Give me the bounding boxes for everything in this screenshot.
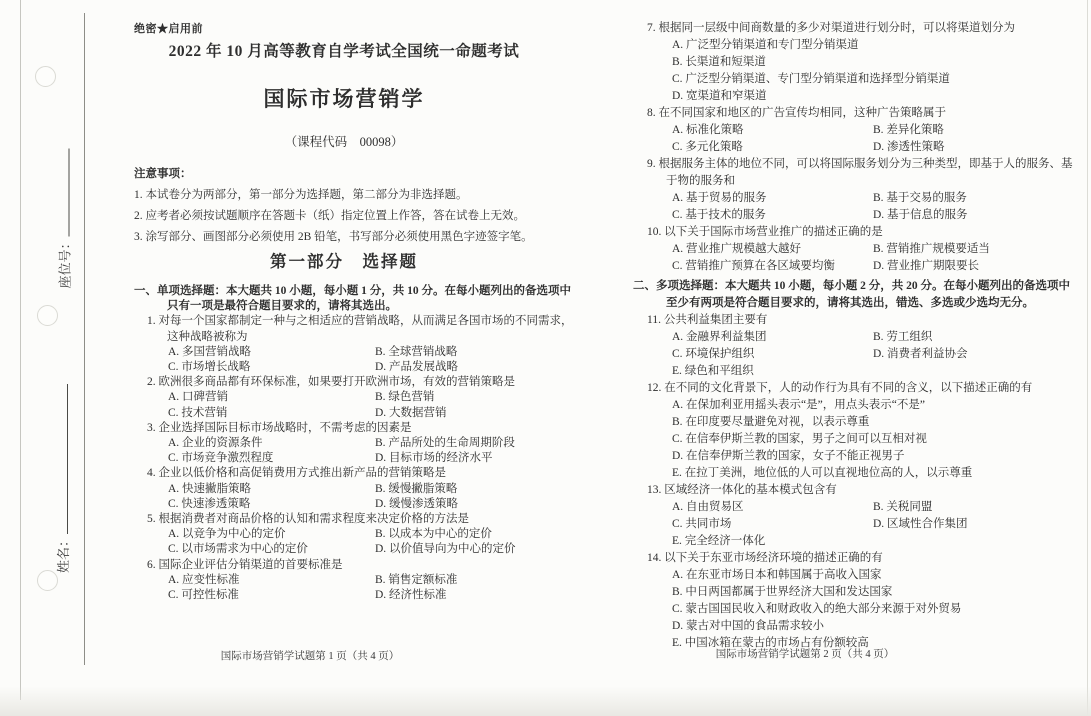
option-row [134, 390, 626, 405]
question-line: 8. 在不同国家和地区的广告宣传均相同，这种广告策略属于 [647, 107, 946, 119]
option: A. 营业推广规模越大越好 [672, 243, 802, 255]
question-3 [134, 421, 626, 467]
option: A. 快速撇脂策略 [168, 482, 252, 495]
option: C. 共同市场 [672, 518, 732, 530]
option: A. 在东亚市场日本和韩国属于高收入国家 [672, 569, 882, 581]
option-row [633, 329, 1088, 346]
option-row [633, 190, 1088, 207]
option-row [633, 516, 1088, 533]
option: C. 蒙古国国民收入和财政收入的绝大部分来源于对外贸易 [672, 603, 962, 615]
section-intro-line: 只有一项是最符合题目要求的，请将其选出。 [167, 300, 397, 313]
option: C. 营销推广预算在各区域要均衡 [672, 260, 835, 272]
option: A. 以竞争为中心的定价 [168, 528, 286, 541]
section-intro-line: 一、单项选择题：本大题共 10 小题，每小题 1 分，共 10 分。在每小题列出的备选项中 [134, 285, 571, 297]
option: D. 蒙古对中国的食品需求较小 [672, 620, 825, 632]
question-6 [134, 558, 626, 604]
page-footer: 国际市场营销学试题第 1 页（共 4 页） [220, 651, 400, 662]
option: B. 营销推广规模要适当 [873, 243, 990, 255]
option: E. 在拉丁美洲，地位低的人可以直视地位高的人，以示尊重 [672, 467, 973, 479]
option-row [134, 542, 626, 557]
seat-number-blank [57, 148, 70, 236]
exam-title: 2022 年 10 月高等教育自学考试全国统一命题考试 [168, 43, 520, 60]
question-line: 于物的服务和 [666, 175, 735, 187]
option: C. 以市场需求为中心的定价 [168, 543, 308, 556]
option: A. 企业的资源条件 [168, 437, 263, 450]
option-row [134, 360, 626, 375]
option: C. 广泛型分销渠道、专门型分销渠道和选择型分销渠道 [672, 73, 950, 85]
question-line: 5. 根据消费者对商品价格的认知和需求程度来决定价格的方法是 [147, 513, 469, 526]
option: B. 销售定额标准 [375, 573, 458, 586]
question-line: 11. 公共利益集团主要有 [647, 314, 768, 326]
section-intro-line: 至少有两项是符合题目要求的，请将其选出，错选、多选或少选均无分。 [666, 297, 1034, 309]
option: D. 以价值导向为中心的定价 [375, 543, 516, 556]
option: A. 口碑营销 [168, 391, 229, 404]
option-row [633, 346, 1088, 363]
option: D. 目标市场的经济水平 [375, 452, 493, 465]
option-row [134, 406, 626, 421]
page-1 [134, 22, 626, 702]
option: C. 基于技术的服务 [672, 209, 766, 221]
option: D. 渗透性策略 [873, 141, 945, 153]
question-5 [134, 512, 626, 558]
option: B. 产品所处的生命周期阶段 [375, 437, 515, 450]
part-one-heading: 第一部分 选择题 [270, 252, 418, 271]
option-row [633, 139, 1088, 156]
punch-hole [35, 66, 56, 87]
name-label: 姓名： [56, 533, 71, 573]
section-intro-line: 二、多项选择题：本大题共 10 小题，每小题 2 分，共 20 分。在每小题列出的备选项中 [633, 280, 1070, 292]
option: D. 在信奉伊斯兰教的国家，女子不能正视男子 [672, 450, 905, 462]
classification-label: 绝密★启用前 [134, 23, 203, 35]
option: E. 绿色和平组织 [672, 365, 754, 377]
notices [134, 164, 626, 248]
option: D. 产品发展战略 [375, 361, 459, 374]
option: E. 中国冰箱在蒙古的市场占有份额较高 [672, 637, 869, 649]
option-row [633, 122, 1088, 139]
subject-title: 国际市场营销学 [263, 87, 425, 111]
question-2 [134, 375, 626, 421]
question-line: 这种战略被称为 [167, 330, 248, 343]
option: D. 宽渠道和窄渠道 [672, 90, 767, 102]
option: D. 营业推广期限要长 [873, 260, 980, 272]
question-9 [633, 156, 1088, 224]
option: A. 金融界利益集团 [672, 331, 767, 343]
question-line: 7. 根据同一层级中间商数量的多少对渠道进行划分时，可以将渠道划分为 [647, 22, 1015, 34]
option: A. 广泛型分销渠道和专门型分销渠道 [672, 39, 859, 51]
question-12 [633, 380, 1088, 482]
question-line: 1. 对每一个国家都制定一种与之相适应的营销战略，从而满足各国市场的不同需求， [147, 315, 573, 328]
option: C. 可控性标准 [168, 589, 239, 602]
question-line: 4. 企业以低价格和高促销费用方式推出新产品的营销策略是 [147, 467, 446, 480]
option-row [633, 207, 1088, 224]
option: C. 市场增长战略 [168, 361, 251, 374]
option: B. 基于交易的服务 [873, 192, 967, 204]
option: B. 在印度要尽量避免对视，以表示尊重 [672, 416, 870, 428]
question-line: 6. 国际企业评估分销渠道的首要标准是 [147, 558, 343, 571]
option: E. 完全经济一体化 [672, 535, 766, 547]
option-row [134, 588, 626, 603]
option-row [134, 436, 626, 451]
option: A. 在保加利亚用摇头表示“是”，用点头表示“不是” [672, 399, 925, 411]
option: D. 区域性合作集团 [873, 518, 968, 530]
option: A. 基于贸易的服务 [672, 192, 767, 204]
question-line: 3. 企业选择国际目标市场战略时，不需考虑的因素是 [147, 421, 412, 434]
option: D. 缓慢渗透策略 [375, 497, 459, 510]
notice-item: 3. 涂写部分、画图部分必须使用 2B 铅笔，书写部分必须使用黑色字迹签字笔。 [134, 231, 533, 243]
question-13 [633, 482, 1088, 550]
question-line: 2. 欧洲很多商品都有环保标准，如果要打开欧洲市场，有效的营销策略是 [147, 376, 515, 389]
option: C. 多元化策略 [672, 141, 743, 153]
option: B. 长渠道和短渠道 [672, 56, 766, 68]
option: B. 关税同盟 [873, 501, 933, 513]
question-line: 10. 以下关于国际市场营业推广的描述正确的是 [647, 226, 883, 238]
page-footer: 国际市场营销学试题第 2 页（共 4 页） [715, 649, 895, 660]
notice-item: 1. 本试卷分为两部分，第一部分为选择题，第二部分为非选择题。 [134, 189, 468, 201]
page-2 [633, 15, 1088, 705]
option-row [134, 482, 626, 497]
punch-hole [37, 570, 58, 591]
option-row [134, 451, 626, 466]
option: C. 在信奉伊斯兰教的国家，男子之间可以互相对视 [672, 433, 927, 445]
option-row [134, 345, 626, 360]
question-14 [633, 550, 1088, 652]
option-row [633, 258, 1088, 275]
option: C. 技术营销 [168, 406, 228, 419]
question-7 [633, 20, 1088, 105]
option: A. 标准化策略 [672, 124, 744, 136]
question-line: 13. 区域经济一体化的基本模式包含有 [647, 484, 837, 496]
name-blank [55, 384, 68, 534]
course-code: （课程代码 00098） [284, 135, 404, 149]
option-row [134, 497, 626, 512]
option: B. 缓慢撇脂策略 [375, 482, 458, 495]
question-11 [633, 312, 1088, 380]
single-choice-intro [134, 284, 626, 314]
option-row [633, 499, 1088, 516]
option: C. 市场竞争激烈程度 [168, 452, 274, 465]
question-1 [134, 314, 626, 375]
option: A. 多国营销战略 [168, 345, 252, 358]
option: B. 全球营销战略 [375, 345, 458, 358]
option: D. 基于信息的服务 [873, 209, 968, 221]
option: B. 以成本为中心的定价 [375, 528, 492, 541]
seat-number-label: 座位号： [57, 236, 73, 289]
notice-item: 2. 应考者必须按试题顺序在答题卡（纸）指定位置上作答，答在试卷上无效。 [134, 210, 525, 222]
multi-choice-intro [633, 278, 1088, 312]
seat-number-field [56, 124, 76, 289]
notices-title: 注意事项： [134, 168, 192, 180]
option: B. 劳工组织 [873, 331, 933, 343]
question-8 [633, 105, 1088, 156]
binding-fold-line [84, 13, 85, 665]
question-line: 14. 以下关于东亚市场经济环境的描述正确的有 [647, 552, 883, 564]
option-row [633, 241, 1088, 258]
option: C. 快速渗透策略 [168, 497, 251, 510]
option: D. 消费者利益协会 [873, 348, 968, 360]
option: D. 大数据营销 [375, 406, 447, 419]
question-4 [134, 466, 626, 512]
option-row [134, 573, 626, 588]
option: B. 差异化策略 [873, 124, 944, 136]
option: B. 中日两国都属于世界经济大国和发达国家 [672, 586, 893, 598]
option: A. 自由贸易区 [672, 501, 744, 513]
option-row [134, 527, 626, 542]
option: B. 绿色营销 [375, 391, 435, 404]
question-line: 12. 在不同的文化背景下，人的动作行为具有不同的含义，以下描述正确的有 [647, 382, 1033, 394]
option: D. 经济性标准 [375, 589, 447, 602]
option: C. 环境保护组织 [672, 348, 755, 360]
question-10 [633, 224, 1088, 275]
punch-hole [37, 305, 58, 326]
paper-edge-left [20, 0, 21, 700]
name-field [54, 363, 74, 573]
option: A. 应变性标准 [168, 573, 240, 586]
question-line: 9. 根据服务主体的地位不同，可以将国际服务划分为三种类型，即基于人的服务、基 [647, 158, 1073, 170]
